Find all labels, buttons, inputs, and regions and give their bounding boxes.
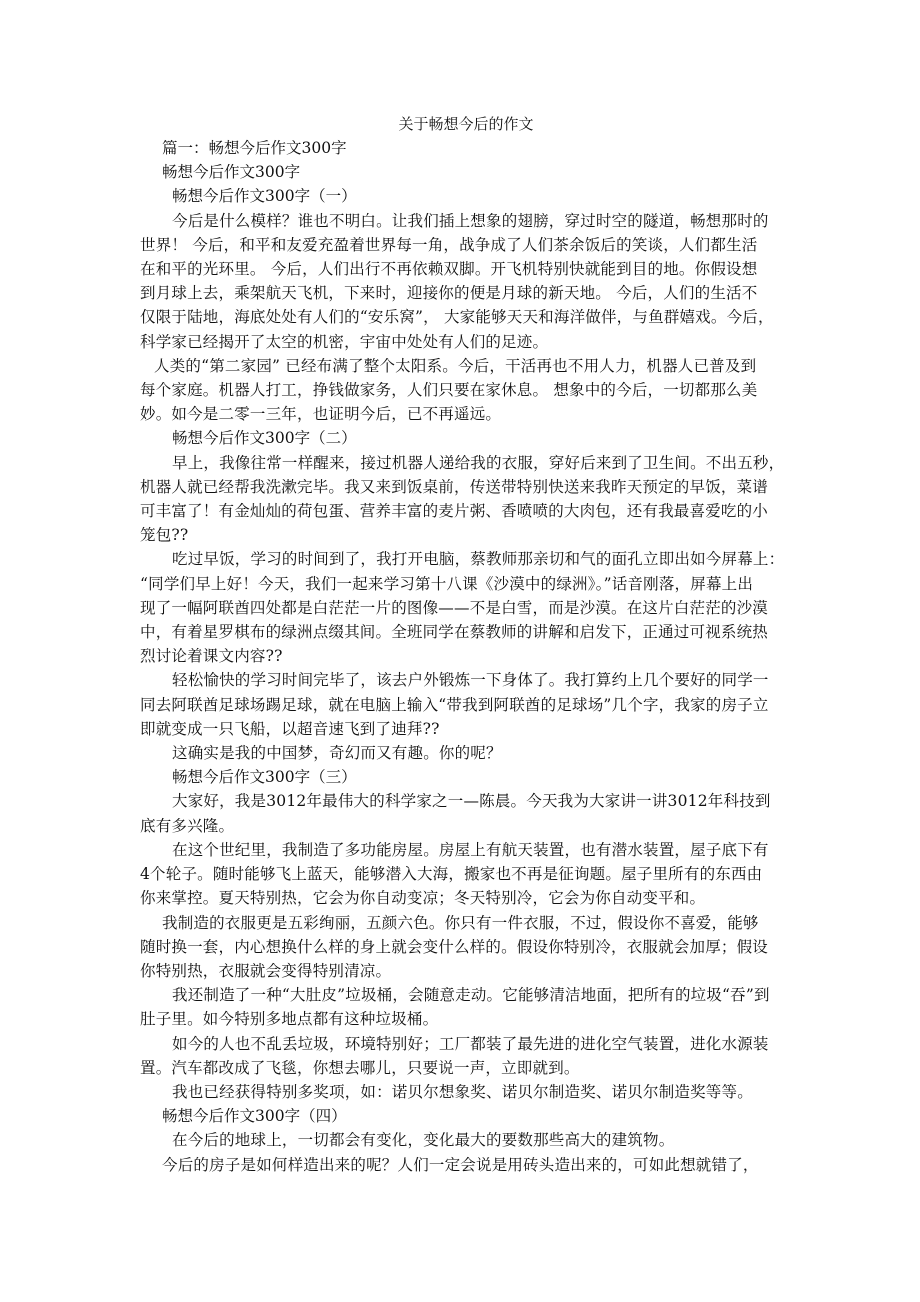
text-line: 在和平的光环里。 今后，人们出行不再依赖双脚。开飞机特别快就能到目的地。你假设想 <box>140 260 758 279</box>
text-line: 置。汽车都改成了飞毯，你想去哪儿，只要说一声，立即就到。 <box>140 1058 580 1077</box>
section-heading: 畅想今后作文300字 <box>162 163 301 182</box>
text-line: 大家好，我是3012年最伟大的科学家之一—陈晨。今天我为大家讲一讲3012年科技到 <box>172 792 771 811</box>
text-line: 机器人就已经帮我洗漱完毕。我又来到饭桌前，传送带特别快送来我昨天预定的早饭，菜谱 <box>140 477 769 496</box>
text-line: 你特别热，衣服就会变得特别清凉。 <box>140 961 392 980</box>
text-line: 这确实是我的中国梦，奇幻而又有趣。你的呢？ <box>172 744 502 763</box>
text-line: 随时换一套，内心想换什么样的身上就会变什么样的。假设你特别冷，衣服就会加厚；假设 <box>140 937 769 956</box>
text-line: 你来掌控。夏天特别热，它会为你自动变凉；冬天特别冷，它会为你自动变平和。 <box>140 889 706 908</box>
section-heading: 畅想今后作文300字（一） <box>172 187 357 206</box>
text-line: 科学家已经揭开了太空的机密，宇宙中处处有人们的足迹。 <box>140 332 549 351</box>
text-line: 早上，我像往常一样醒来，接过机器人递给我的衣服，穿好后来到了卫生间。不出五秒， <box>172 453 785 472</box>
text-line: 即就变成一只飞船，以超音速飞到了迪拜?? <box>140 719 440 738</box>
text-line: 在这个世纪里，我制造了多功能房屋。房屋上有航天装置，也有潜水装置，屋子底下有 <box>172 840 769 859</box>
text-line: 现了一幅阿联酋四处都是白茫茫一片的图像——不是白雪，而是沙漠。在这片白茫茫的沙漠 <box>140 598 769 617</box>
text-line: 今后是什么模样？谁也不明白。让我们插上想象的翅膀，穿过时空的隧道，畅想那时的 <box>172 211 769 230</box>
text-line: 到月球上去，乘架航天飞机，下来时，迎接你的便是月球的新天地。 今后，人们的生活不 <box>140 284 758 303</box>
text-line: 妙。如今是二零一三年，也证明今后，已不再遥远。 <box>140 405 502 424</box>
text-line: 同去阿联酋足球场踢足球，就在电脑上输入“带我到阿联酋的足球场”几个字，我家的房子立 <box>140 695 769 714</box>
text-line: 世界！ 今后，和平和友爱充盈着世界每一角，战争成了人们茶余饭后的笑谈，人们都生活 <box>140 235 758 254</box>
text-line: 如今的人也不乱丢垃圾，环境特别好；工厂都装了最先进的进化空气装置，进化水源装 <box>172 1034 769 1053</box>
text-line: 我也已经获得特别多奖项，如：诺贝尔想象奖、诺贝尔制造奖、诺贝尔制造奖等等。 <box>172 1082 753 1101</box>
text-line: 我制造的衣服更是五彩绚丽，五颜六色。你只有一件衣服，不过，假设你不喜爱，能够 <box>162 913 759 932</box>
document-body <box>140 136 792 1177</box>
text-line: 每个家庭。机器人打工，挣钱做家务，人们只要在家休息。 想象中的今后，一切都那么美 <box>140 381 758 400</box>
text-line: “同学们早上好！今天，我们一起来学习第十八课《沙漠中的绿洲》。”话音刚落，屏幕上出 <box>140 574 754 593</box>
text-line: 烈讨论着课文内容?? <box>140 647 283 666</box>
document-title: 关于畅想今后的作文 <box>398 115 534 133</box>
text-line: 4个轮子。随时能够飞上蓝天，能够潜入大海，搬家也不再是征询题。屋子里所有的东西由 <box>140 865 763 884</box>
text-line: 可丰富了！有金灿灿的荷包蛋、营养丰富的麦片粥、香喷喷的大肉包，还有我最喜爱吃的小 <box>140 502 769 521</box>
text-line: 轻松愉快的学习时间完毕了，该去户外锻炼一下身体了。我打算约上几个要好的同学一 <box>172 671 769 690</box>
text-line: 吃过早饭，学习的时间到了，我打开电脑，蔡教师那亲切和气的面孔立即出如今屏幕上： <box>172 550 785 569</box>
text-line: 肚子里。如今特别多地点都有这种垃圾桶。 <box>140 1010 439 1029</box>
text-line: 中，有着星罗棋布的绿洲点缀其间。全班同学在蔡教师的讲解和启发下，正通过可视系统热 <box>140 623 769 642</box>
text-line: 底有多兴隆。 <box>140 816 235 835</box>
text-line: 在今后的地球上，一切都会有变化，变化最大的要数那些高大的建筑物。 <box>172 1131 675 1150</box>
text-line: 仅限于陆地，海底处处有人们的“安乐窝”， 大家能够天天和海洋做伴，与鱼群嬉戏。今后， <box>140 308 774 327</box>
section-heading: 篇一：畅想今后作文300字 <box>162 139 347 157</box>
section-heading: 畅想今后作文300字（三） <box>172 768 357 787</box>
section-heading: 畅想今后作文300字（四） <box>162 1107 347 1126</box>
text-line: 今后的房子是如何样造出来的呢？人们一定会说是用砖头造出来的，可如此想就错了， <box>162 1155 759 1174</box>
section-heading: 畅想今后作文300字（二） <box>172 429 357 448</box>
text-line: 人类的“第二家园” 已经布满了整个太阳系。今后，干活再也不用人力，机器人已普及到 <box>154 356 757 375</box>
text-line: 我还制造了一种“大肚皮”垃圾桶，会随意走动。它能够清洁地面，把所有的垃圾“吞”到 <box>172 986 770 1005</box>
text-line: 笼包?? <box>140 526 189 545</box>
